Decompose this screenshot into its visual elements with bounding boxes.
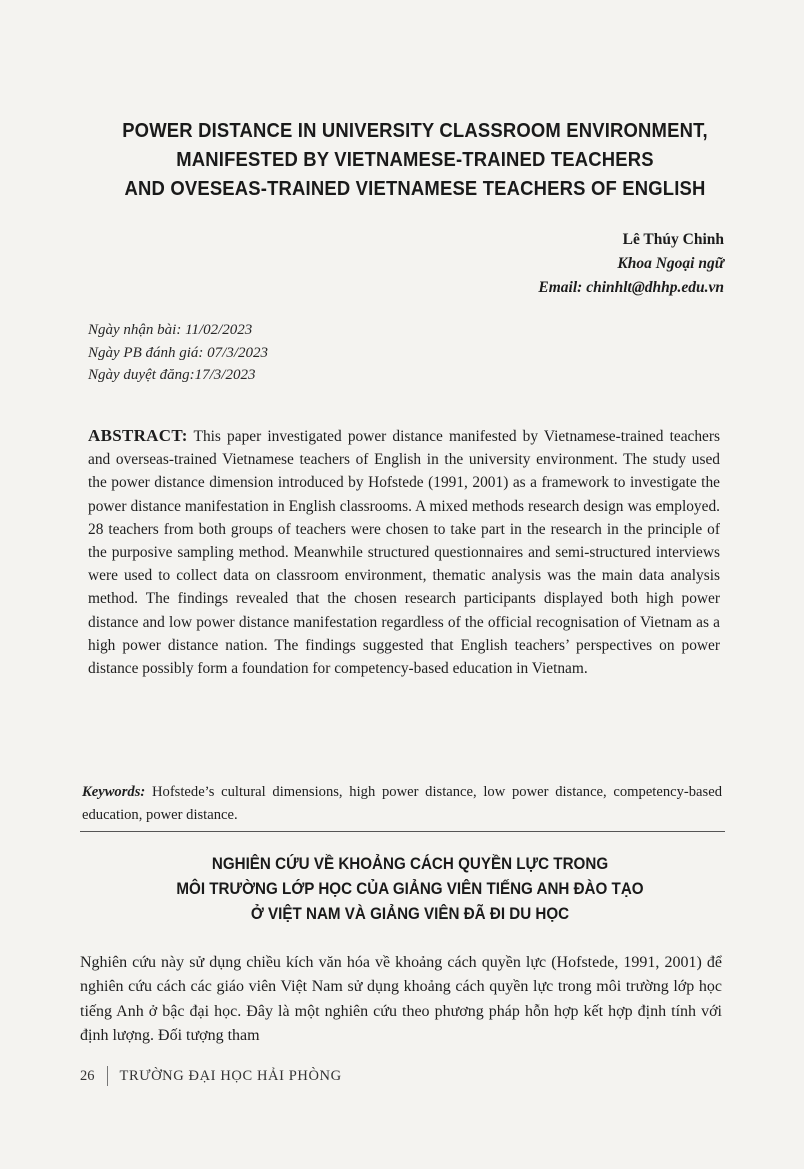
title-line: AND OVESEAS-TRAINED VIETNAMESE TEACHERS OF ENGLISH — [124, 177, 706, 200]
author-email: Email: chinhlt@dhhp.edu.vn — [538, 279, 724, 296]
date-reviewed: Ngày PB đánh giá: 07/3/2023 — [88, 344, 268, 361]
author-department: Khoa Ngoại ngữ — [617, 255, 724, 272]
title-line: MÔI TRƯỜNG LỚP HỌC CỦA GIẢNG VIÊN TIẾNG ANH ĐÀO TẠO — [176, 880, 644, 898]
keywords — [82, 781, 722, 827]
article-title-english — [96, 116, 735, 203]
submission-dates — [88, 319, 268, 387]
article-title-vietnamese — [88, 852, 732, 927]
title-line: NGHIÊN CỨU VỀ KHOẢNG CÁCH QUYỀN LỰC TRONG — [211, 855, 609, 873]
date-received: Ngày nhận bài: 11/02/2023 — [88, 322, 253, 338]
keywords-text: Hofstede’s cultural dimensions, high power distance, low power distance, competency-based education, power distance. — [82, 784, 722, 823]
footer-separator — [107, 1066, 108, 1086]
date-approved: Ngày duyệt đăng:17/3/2023 — [88, 367, 256, 383]
journal-name: TRƯỜNG ĐẠI HỌC HẢI PHÒNG — [119, 1067, 342, 1084]
abstract — [88, 424, 720, 680]
keywords-label: Keywords: — [82, 784, 146, 800]
section-divider — [80, 831, 725, 832]
page-footer — [80, 1066, 342, 1086]
vietnamese-summary-text: Nghiên cứu này sử dụng chiều kích văn hóa về khoảng cách quyền lực (Hofstede, 1991, 2001) để nghiên cứu cách các giáo viên Việt Nam sử dụng khoảng cách quyền lực trong môi trường lớp học tiếng Anh ở bậc đại học. Đây là một nghiên cứu theo phương pháp hỗn hợp kết hợp định tính với định lượng. Đối tượng tham — [80, 954, 722, 1044]
title-line: POWER DISTANCE IN UNIVERSITY CLASSROOM ENVIRONMENT, — [122, 119, 708, 142]
abstract-label: ABSTRACT: — [88, 426, 188, 445]
author-name: Lê Thúy Chinh — [622, 231, 724, 248]
title-line: Ở VIỆT NAM VÀ GIẢNG VIÊN ĐÃ ĐI DU HỌC — [250, 905, 570, 923]
page-number: 26 — [80, 1067, 95, 1084]
author-block — [538, 228, 724, 300]
title-line: MANIFESTED BY VIETNAMESE-TRAINED TEACHERS — [176, 148, 654, 171]
abstract-text: This paper investigated power distance manifested by Vietnamese-trained teachers and overseas-trained Vietnamese teachers of English in the university environment. The study used the power distance dimension introduced by Hofstede (1991, 2001) as a framework to investigate the power distance manifestation in English classrooms. A mixed methods research design was employed. 28 teachers from both groups of teachers were chosen to take part in the research in the principle of the purposive sampling method. Meanwhile structured questionnaires and semi-structured interviews were used to collect data on classroom environment, thematic analysis was the main data analysis method. The findings revealed that the chosen research participants displayed both high power distance and low power distance manifestation regardless of the official recognisation of Vietnam as a high power distance nation. The findings suggested that English teachers’ perspectives on power distance possibly form a foundation for competency-based education in Vietnam. — [88, 428, 720, 678]
